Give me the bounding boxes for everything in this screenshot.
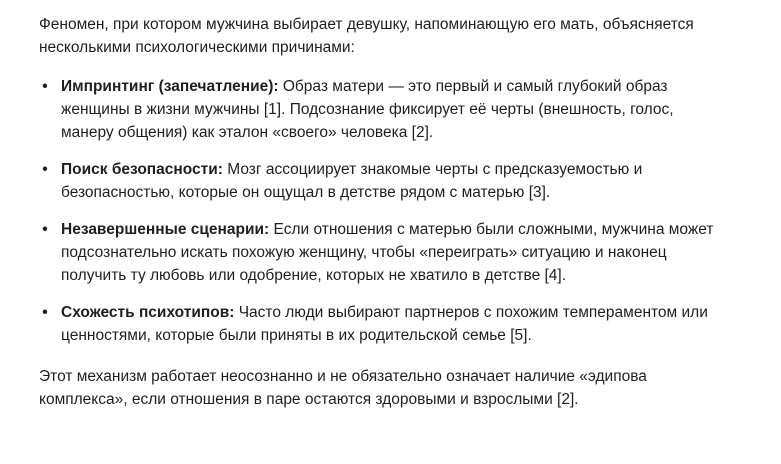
bullet-icon: •: [42, 221, 48, 238]
list-item-safety: [39, 158, 719, 204]
intro-paragraph: Феномен, при котором мужчина выбирает девушку, напоминающую его мать, объясняется несколькими психологическими причинами:: [39, 16, 694, 56]
reason-term: Поиск безопасности:: [61, 161, 223, 178]
bullet-icon: •: [42, 78, 48, 95]
reasons-list: [39, 75, 719, 347]
outro-paragraph: Этот механизм работает неосознанно и не обязательно означает наличие «эдипова комплекса», если отношения в паре остаются здоровыми и взрослыми [2].: [39, 368, 647, 408]
reason-term: Импринтинг (запечатление):: [61, 78, 279, 95]
reason-text: Мозг ассоциирует знакомые черты с предсказуемостью и безопасностью, которые он ощущал в детстве рядом с матерью [3].: [61, 161, 643, 201]
reason-term: Незавершенные сценарии:: [61, 221, 270, 238]
list-item-unfinished-scenarios: [39, 218, 719, 287]
list-item-imprinting: [39, 75, 719, 144]
bullet-icon: •: [42, 304, 48, 321]
list-item-psychotypes: [39, 301, 719, 347]
reason-term: Схожесть психотипов:: [61, 304, 235, 321]
bullet-icon: •: [42, 161, 48, 178]
reason-text: Часто люди выбирают партнеров с похожим темпераментом или ценностями, которые были приняты в их родительской семье [5].: [61, 304, 708, 344]
reason-text: Если отношения с матерью были сложными, мужчина может подсознательно искать похожую женщину, чтобы «переиграть» ситуацию и наконец получить ту любовь или одобрение, которых не хватило в детстве [4].: [61, 221, 714, 284]
reason-text: Образ матери — это первый и самый глубокий образ женщины в жизни мужчины [1]. Подсознание фиксирует её черты (внешность, голос, манеру общения) как эталон «своего» человека [2].: [61, 78, 674, 141]
